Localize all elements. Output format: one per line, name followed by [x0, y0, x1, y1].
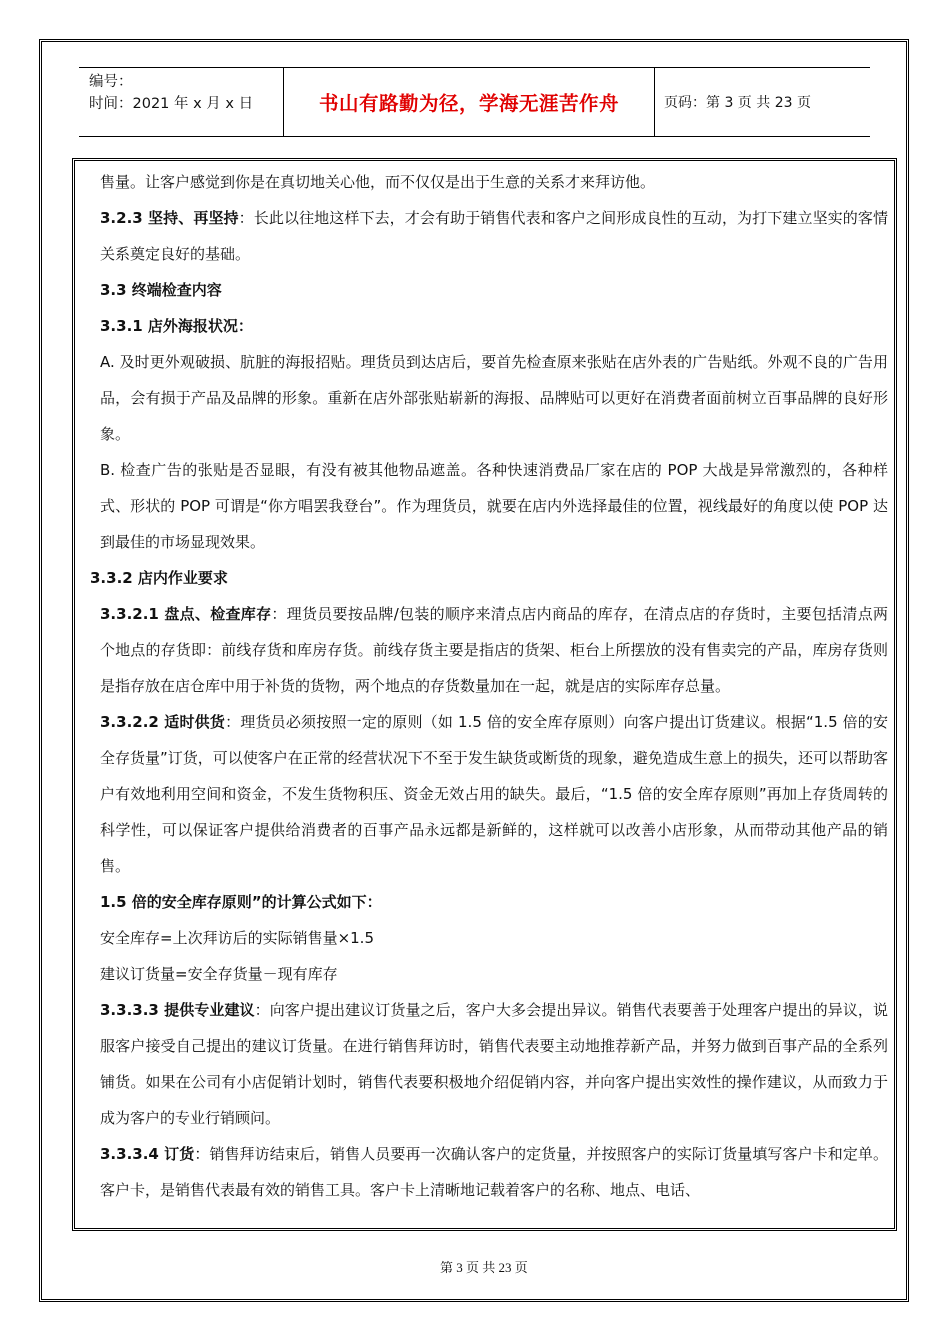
formula-line-2: 建议订货量=安全存货量－现有库存	[100, 965, 338, 983]
section-text: ：理货员要按品牌/包装的顺序来清点店内商品的库存，在清点店的存货时，主要包括清点两个地点的存货即：前线存货和库房存货。前线存货主要是指店的货架、柜台上所摆放的没有售卖完的产品，库房存货则是指存放在店仓库中用于补货的货物，两个地点的存货数量加在一起，就是店的实际库存总量。	[100, 605, 888, 695]
document-body	[90, 164, 888, 1208]
section-3-3-2-1	[100, 596, 888, 704]
time-label: 时间：2021 年 x 月 x 日	[89, 96, 254, 112]
section-text: ：长此以往地这样下去，才会有助于销售代表和客户之间形成良性的互动，为打下建立坚实的客情关系奠定良好的基础。	[100, 209, 888, 263]
section-heading: 3.3.3.3 提供专业建议	[100, 1001, 255, 1019]
header-page-info: 页码：第 3 页 共 23 页	[664, 95, 811, 111]
header-motto: 书山有路勤为径，学海无涯苦作舟	[284, 68, 655, 136]
paragraph-continuation: 售量。让客户感觉到你是在真切地关心他，而不仅仅是出于生意的关系才来拜访他。	[100, 173, 656, 191]
page-footer: 第 3 页 共 23 页	[440, 1260, 528, 1275]
formula-line-1: 安全库存=上次拜访后的实际销售量×1.5	[100, 929, 374, 947]
section-heading: 3.3.2.2 适时供货	[100, 713, 226, 731]
section-3-3-1-heading: 3.3.1 店外海报状况：	[100, 317, 253, 335]
section-text: ：向客户提出建议订货量之后，客户大多会提出异议。销售代表要善于处理客户提出的异议，说服客户接受自己提出的建议订货量。在进行销售拜访时，销售代表要主动地推荐新产品，并努力做到百事产品的全系列铺货。如果在公司有小店促销计划时，销售代表要积极地介绍促销内容，并向客户提出实效性的操作建议，从而致力于成为客户的专业行销顾问。	[100, 1001, 888, 1127]
section-heading: 3.2.3 坚持、再坚持	[100, 209, 239, 227]
item-b: B. 检查广告的张贴是否显眼，有没有被其他物品遮盖。各种快速消费品厂家在店的 POP 大战是异常激烈的，各种样式、形状的 POP 可谓是“你方唱罢我登台”。作为理货员，就要在店内外选择最佳的位置，视线最好的角度以使 POP 达到最佳的市场显现效果。	[100, 461, 888, 551]
number-label: 编号：	[89, 74, 133, 90]
formula-title: 1.5 倍的安全库存原则”的计算公式如下：	[100, 893, 382, 911]
section-3-3-heading: 3.3 终端检查内容	[100, 281, 222, 299]
section-3-3-3-3	[100, 992, 888, 1136]
section-3-3-2-2	[100, 704, 888, 884]
section-heading: 3.3.2.1 盘点、检查库存	[100, 605, 272, 623]
section-3-3-2-heading: 3.3.2 店内作业要求	[90, 569, 228, 587]
section-heading: 3.3.3.4 订货	[100, 1145, 195, 1163]
section-text: ：销售拜访结束后，销售人员要再一次确认客户的定货量，并按照客户的实际订货量填写客户卡和定单。客户卡，是销售代表最有效的销售工具。客户卡上清晰地记载着客户的名称、地点、电话、	[100, 1145, 888, 1199]
content-frame	[72, 158, 897, 1231]
header-meta	[79, 68, 284, 136]
section-3-3-3-4	[100, 1136, 888, 1208]
section-text: ：理货员必须按照一定的原则（如 1.5 倍的安全库存原则）向客户提出订货建议。根据“1.5 倍的安全存货量”订货，可以使客户在正常的经营状况下不至于发生缺货或断货的现象，避免造成生意上的损失，还可以帮助客户有效地利用空间和资金，不发生货物积压、资金无效占用的缺失。最后，“1.5 倍的安全库存原则”再加上存货周转的科学性，可以保证客户提供给消费者的百事产品永远都是新鲜的，这样就可以改善小店形象，从而带动其他产品的销售。	[100, 713, 888, 875]
item-a: A. 及时更外观破损、肮脏的海报招贴。理货员到达店后，要首先检查原来张贴在店外表的广告贴纸。外观不良的广告用品，会有损于产品及品牌的形象。重新在店外部张贴崭新的海报、品牌贴可以更好在消费者面前树立百事品牌的良好形象。	[100, 353, 888, 443]
document-header	[79, 67, 870, 137]
section-3-2-3	[100, 200, 888, 272]
